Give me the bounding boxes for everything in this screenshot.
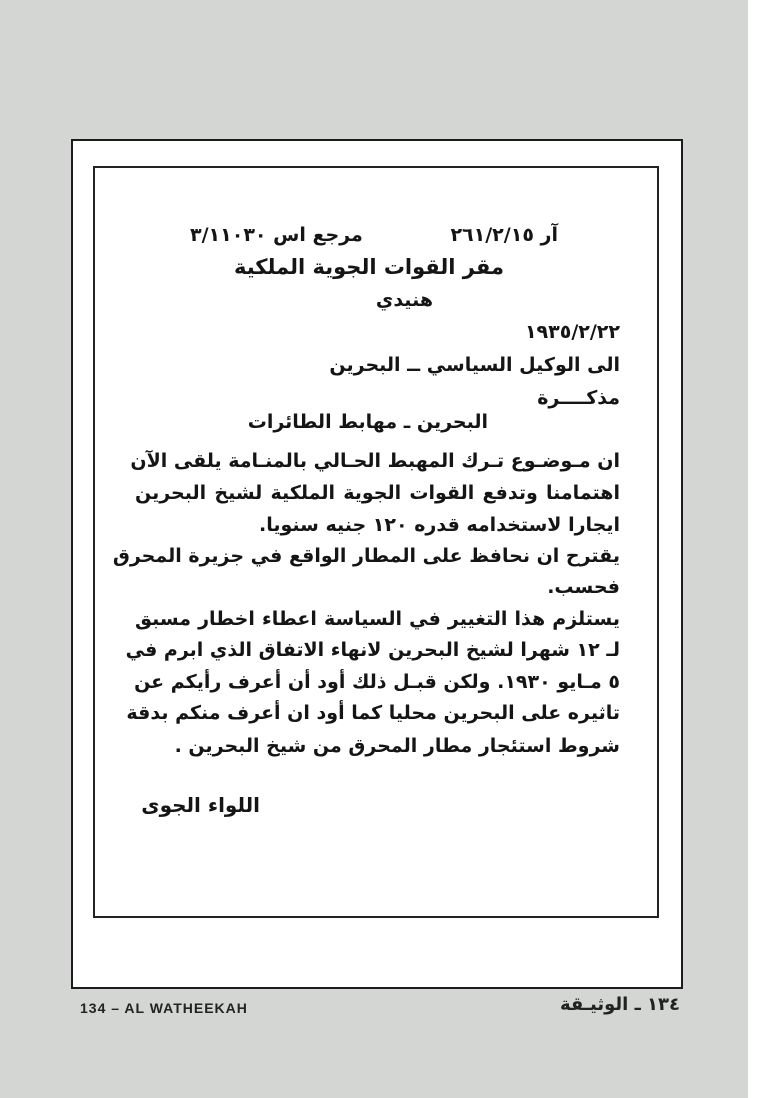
- footer-page-label-latin: 134 – AL WATHEEKAH: [80, 1000, 248, 1016]
- body-line: يقترح ان نحافظ على المطار الواقع في جزيرة المحرق: [112, 545, 620, 567]
- body-line: شروط استئجار مطار المحرق من شيخ البحرين .: [174, 735, 620, 757]
- footer-page-label-arabic: ١٣٤ ـ الوثيـقة: [560, 994, 680, 1015]
- body-line: ان مـوضـوع تـرك المهبط الحـالي بالمنـامة يلقى الآن: [130, 450, 620, 472]
- memo-label: مذكــــرة: [537, 387, 620, 409]
- body-line: تاثيره على البحرين محليا كما أود ان أعرف منكم بدقة: [126, 702, 620, 724]
- body-line: ٥ مـايو ١٩٣٠. ولكن قبـل ذلك أود أن أعرف رأيكم عن: [134, 671, 620, 693]
- header-title: مقر القوات الجوية الملكية: [233, 255, 504, 279]
- body-line: فحسب.: [547, 576, 620, 598]
- document-date: ١٩٣٥/٢/٢٢: [524, 321, 620, 343]
- subject-line: البحرين ـ مهابط الطائرات: [247, 411, 488, 433]
- page-edge-strip: [748, 0, 758, 1098]
- body-line: لـ ١٢ شهرا لشيخ البحرين لانهاء الاتفاق الذي ابرم في: [125, 639, 620, 661]
- body-line: اهتمامنا وتدفع القوات الجوية الملكية لشيخ البحرين: [135, 482, 620, 504]
- recipient-line: الى الوكيل السياسي ــ البحرين: [329, 354, 620, 376]
- body-line: يستلزم هذا التغيير في السياسة اعطاء اخطار مسبق: [135, 608, 620, 630]
- header-place: هنيدي: [375, 289, 433, 311]
- reference-right: آر ٢٦١/٢/١٥: [450, 224, 558, 246]
- reference-left: مرجع اس ٣/١١٠٣٠: [190, 224, 363, 246]
- signature: اللواء الجوى: [141, 793, 260, 817]
- body-line: ايجارا لاستخدامه قدره ١٢٠ جنيه سنويا.: [259, 514, 620, 536]
